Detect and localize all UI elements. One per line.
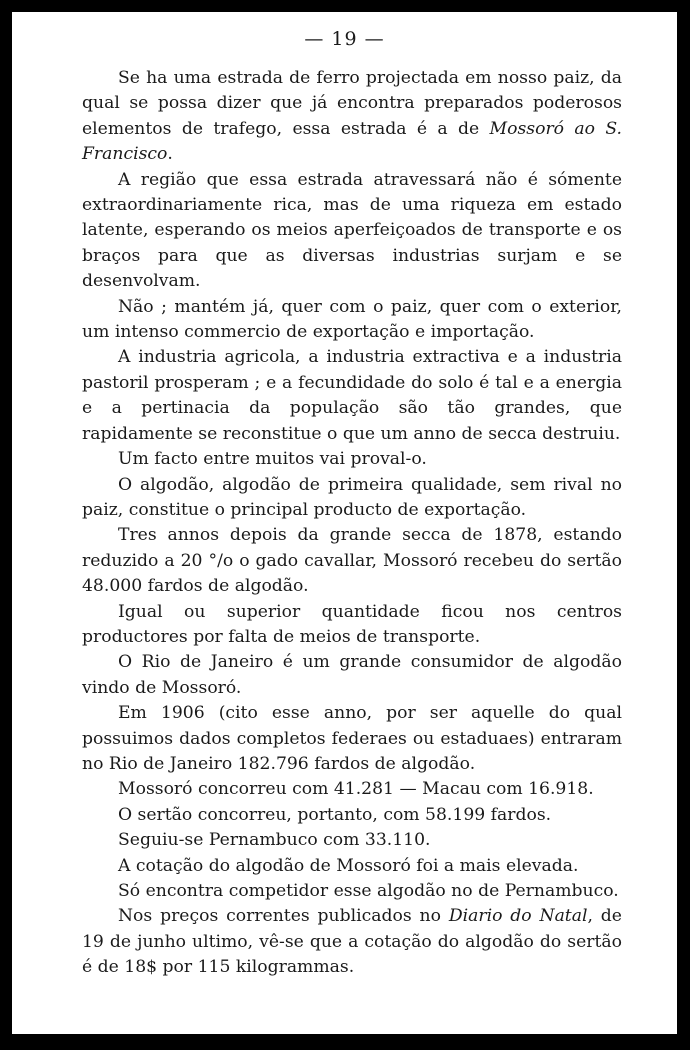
paragraph-text: Se ha uma estrada de ferro projectada em nosso paiz, da qual se possa dizer que já encontra preparados poderosos elementos de trafego, essa estrada é a de [82,68,622,139]
paragraph-text: , de 19 de junho ultimo, vê-se que a cotação do algodão do sertão é de 18$ por 115 kilogrammas. [82,906,622,978]
paragraph [82,473,622,524]
paragraph [82,854,622,879]
paragraph [82,879,622,904]
paragraph-text: Tres annos depois da grande secca de 1878, estando reduzido a 20 °/o o gado cavallar, Mossoró recebeu do sertão 48.000 fardos de algodão. [82,525,622,597]
paragraph [82,66,622,168]
paragraph-text: Seguiu-se Pernambuco com 33.110. [118,830,431,851]
paragraph-text: . [167,144,173,165]
paragraph [82,295,622,346]
paragraph-text: A cotação do algodão de Mossoró foi a mais elevada. [118,855,579,876]
paragraph [82,447,622,472]
paragraph-text: Em 1906 (cito esse anno, por ser aquelle do qual possuimos dados completos federaes ou estaduaes) entraram no Rio de Janeiro 182.796 fardos de algodão. [82,703,622,774]
paragraph [82,803,622,828]
paragraph-text: Mossoró concorreu com 41.281 — Macau com 16.918. [118,779,594,800]
paragraph [82,777,622,802]
paragraph [82,828,622,853]
book-page [12,12,677,1034]
paragraph-text: O Rio de Janeiro é um grande consumidor de algodão vindo de Mossoró. [82,652,622,698]
paragraph-text: Um facto entre muitos vai proval-o. [118,449,427,470]
paragraph-text: Igual ou superior quantidade ficou nos centros productores por falta de meios de transporte. [82,601,622,647]
paragraph [82,701,622,777]
paragraph [82,600,622,651]
italic-text: Mossoró ao S. Francisco [82,118,622,165]
paragraph [82,650,622,701]
paragraph-text: Não ; mantém já, quer com o paiz, quer com o exterior, um intenso commercio de exportação e importação. [82,296,622,343]
paragraph [82,168,622,295]
paragraph [82,523,622,599]
paragraph-text: Só encontra competidor esse algodão no de Pernambuco. [118,881,619,901]
paragraph-text: Nos preços correntes publicados no [118,906,449,927]
body-text [82,66,622,981]
paragraph-text: A industria agricola, a industria extractiva e a industria pastoril prosperam ; e a fecundidade do solo é tal e a energia e a pertinacia da população são tão grandes, que rapidamente se reconstitue o que um anno de secca destruiu. [82,347,622,444]
italic-text: Diario do Natal [448,906,588,927]
paragraph [82,904,622,980]
paragraph-text: A região que essa estrada atravessará não é sómente extraordinariamente rica, mas de uma riqueza em estado latente, esperando os meios aperfeiçoados de transporte e os braços para que as diversas industrias surjam e se desenvolvam. [82,169,622,292]
paragraph-text: O algodão, algodão de primeira qualidade, sem rival no paiz, constitue o principal producto de exportação. [82,474,622,520]
paragraph-text: O sertão concorreu, portanto, com 58.199 fardos. [118,804,552,825]
paragraph [82,345,622,447]
page-number: — 19 — [304,28,385,50]
